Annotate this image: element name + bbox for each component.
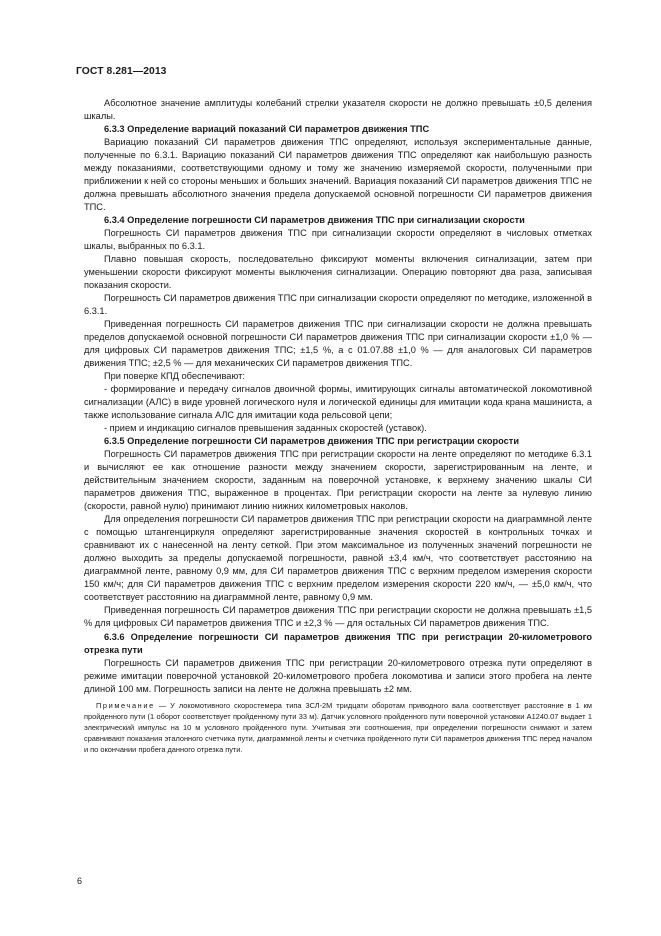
body-paragraph: Погрешность СИ параметров движения ТПС при сигнализации скорости определяют по методике, изложенной в 6.3.1. (84, 293, 592, 316)
section-heading-6-3-5: 6.3.5 Определение погрешности СИ параметров движения ТПС при регистрации скорости (104, 436, 520, 446)
body-paragraph: Плавно повышая скорость, последовательно фиксируют моменты включения сигнализации, затем при уменьшении скорости фиксируют моменты выключения сигнализации. Операцию повторяют два раза, записывая показания скорости. (84, 254, 592, 290)
note-paragraph (84, 700, 592, 755)
body-paragraph: Погрешность СИ параметров движения ТПС при сигнализации скорости определяют в числовых отметках шкалы, выбранных по 6.3.1. (84, 228, 592, 251)
document-header: ГОСТ 8.281—2013 (76, 66, 167, 77)
body-paragraph: При поверке КПД обеспечивают: (104, 371, 245, 381)
body-paragraph: Приведенная погрешность СИ параметров движения ТПС при сигнализации скорости не должна превышать пределов допускаемой основной погрешности СИ параметров движения ТПС при сигнализации скорости ±1,0 % — для цифровых СИ параметров движения ТПС; ±1,5 %, а с 01.07.88 ±1,0 % — для аналоговых СИ параметров движения ТПС; ±2,5 % — для механических СИ параметров движения ТПС. (84, 319, 592, 368)
body-paragraph: Погрешность СИ параметров движения ТПС при регистрации 20-километрового отрезка пути определяют в режиме имитации поверочной установкой 20-километрового пробега локомотива и записи этого пробега на ленте длиной 100 мм. Погрешность записи на ленте не должна превышать ±2 мм. (84, 658, 592, 694)
section-heading-6-3-4: 6.3.4 Определение погрешности СИ параметров движения ТПС при сигнализации скорости (104, 215, 525, 225)
page-number: 6 (77, 876, 83, 886)
note-label: Примечание (96, 701, 155, 710)
body-paragraph: Вариацию показаний СИ параметров движения ТПС определяют, используя экспериментальные данные, полученные по 6.3.1. Вариацию показаний СИ параметров движения ТПС определяют как наибольшую разность между показаниями, соответствующими одному и тому же значению измеряемой скорости, полученными при приближении к ней со стороны меньших и больших значений. Вариация показаний СИ параметров движения ТПС не должна превышать абсолютного значения предела допускаемой основной погрешности СИ параметров движения ТПС. (84, 137, 592, 212)
body-paragraph: Приведенная погрешность СИ параметров движения ТПС при регистрации скорости не должна превышать ±1,5 % для цифровых СИ параметров движения ТПС и ±2,3 % — для остальных СИ параметров движения ТПС. (84, 605, 592, 628)
section-heading-6-3-6: 6.3.6 Определение погрешности СИ параметров движения ТПС при регистрации 20-километрового отрезка пути (84, 632, 592, 655)
section-heading-6-3-3: 6.3.3 Определение вариаций показаний СИ параметров движения ТПС (104, 124, 430, 134)
list-item: - формирование и передачу сигналов двоичной формы, имитирующих сигналы автоматической локомотивной сигнализации (АЛС) в виде уровней логического нуля и логической единицы для имитации кода крана машиниста, а также использование сигнала АЛС для имитации кода рельсовой цепи; (84, 384, 592, 420)
body-paragraph: Абсолютное значение амплитуды колебаний стрелки указателя скорости не должно превышать ±0,5 деления шкалы. (84, 98, 592, 121)
list-item: - прием и индикацию сигналов превышения заданных скоростей (уставок). (104, 423, 427, 433)
body-paragraph: Погрешность СИ параметров движения ТПС при регистрации скорости на ленте определяют по методике 6.3.1 и вычисляют ее как отношение разности между значением скорости, зарегистрированным на ленте, и действительным значением скорости, заданным на поверочной установке, к верхнему значению шкалы СИ параметров движения ТПС, выраженное в процентах. При регистрации скорости на ленте за нулевую линию (скорости, равной нулю) принимают линию нижних километровых наколов. (84, 449, 592, 511)
note-text: — У локомотивного скоростемера типа 3СЛ-2М тридцати оборотам приводного вала соответствует расстояние в 1 км пройденного пути (1 оборот соответствует пройденному пути 33 м). Датчик условного пройденного пути поверочной установки А1240.07 выдает 1 электрический импульс на 10 м условного пройденного пути. Учитывая эти соотношения, при определении погрешности снимают и затем сравнивают показания эталонного счетчика пути, диаграммной ленты и счетчика пройденного пути СИ параметров движения ТПС перед началом и по окончании пробега данного отрезка пути. (84, 701, 592, 754)
body-paragraph: Для определения погрешности СИ параметров движения ТПС при регистрации скорости на диаграммной ленте с помощью штангенциркуля определяют зарегистрированные значения скоростей в контрольных точках и сравнивают их с нанесенной на ленту сеткой. При этом максимальное из полученных значений погрешности не должно выходить за пределы допускаемой погрешности, равной ±3,4 км/ч, что соответствует расстоянию на диаграммной ленте, равному 0,9 мм, для СИ параметров движения ТПС с верхним пределом измерения скорости 150 км/ч; для СИ параметров движения ТПС с верхним пределом измерения скорости 220 км/ч, — ±5,0 км/ч, что соответствует расстоянию на диаграммной ленте, равному 0,9 мм. (84, 514, 592, 602)
document-body (84, 97, 592, 755)
